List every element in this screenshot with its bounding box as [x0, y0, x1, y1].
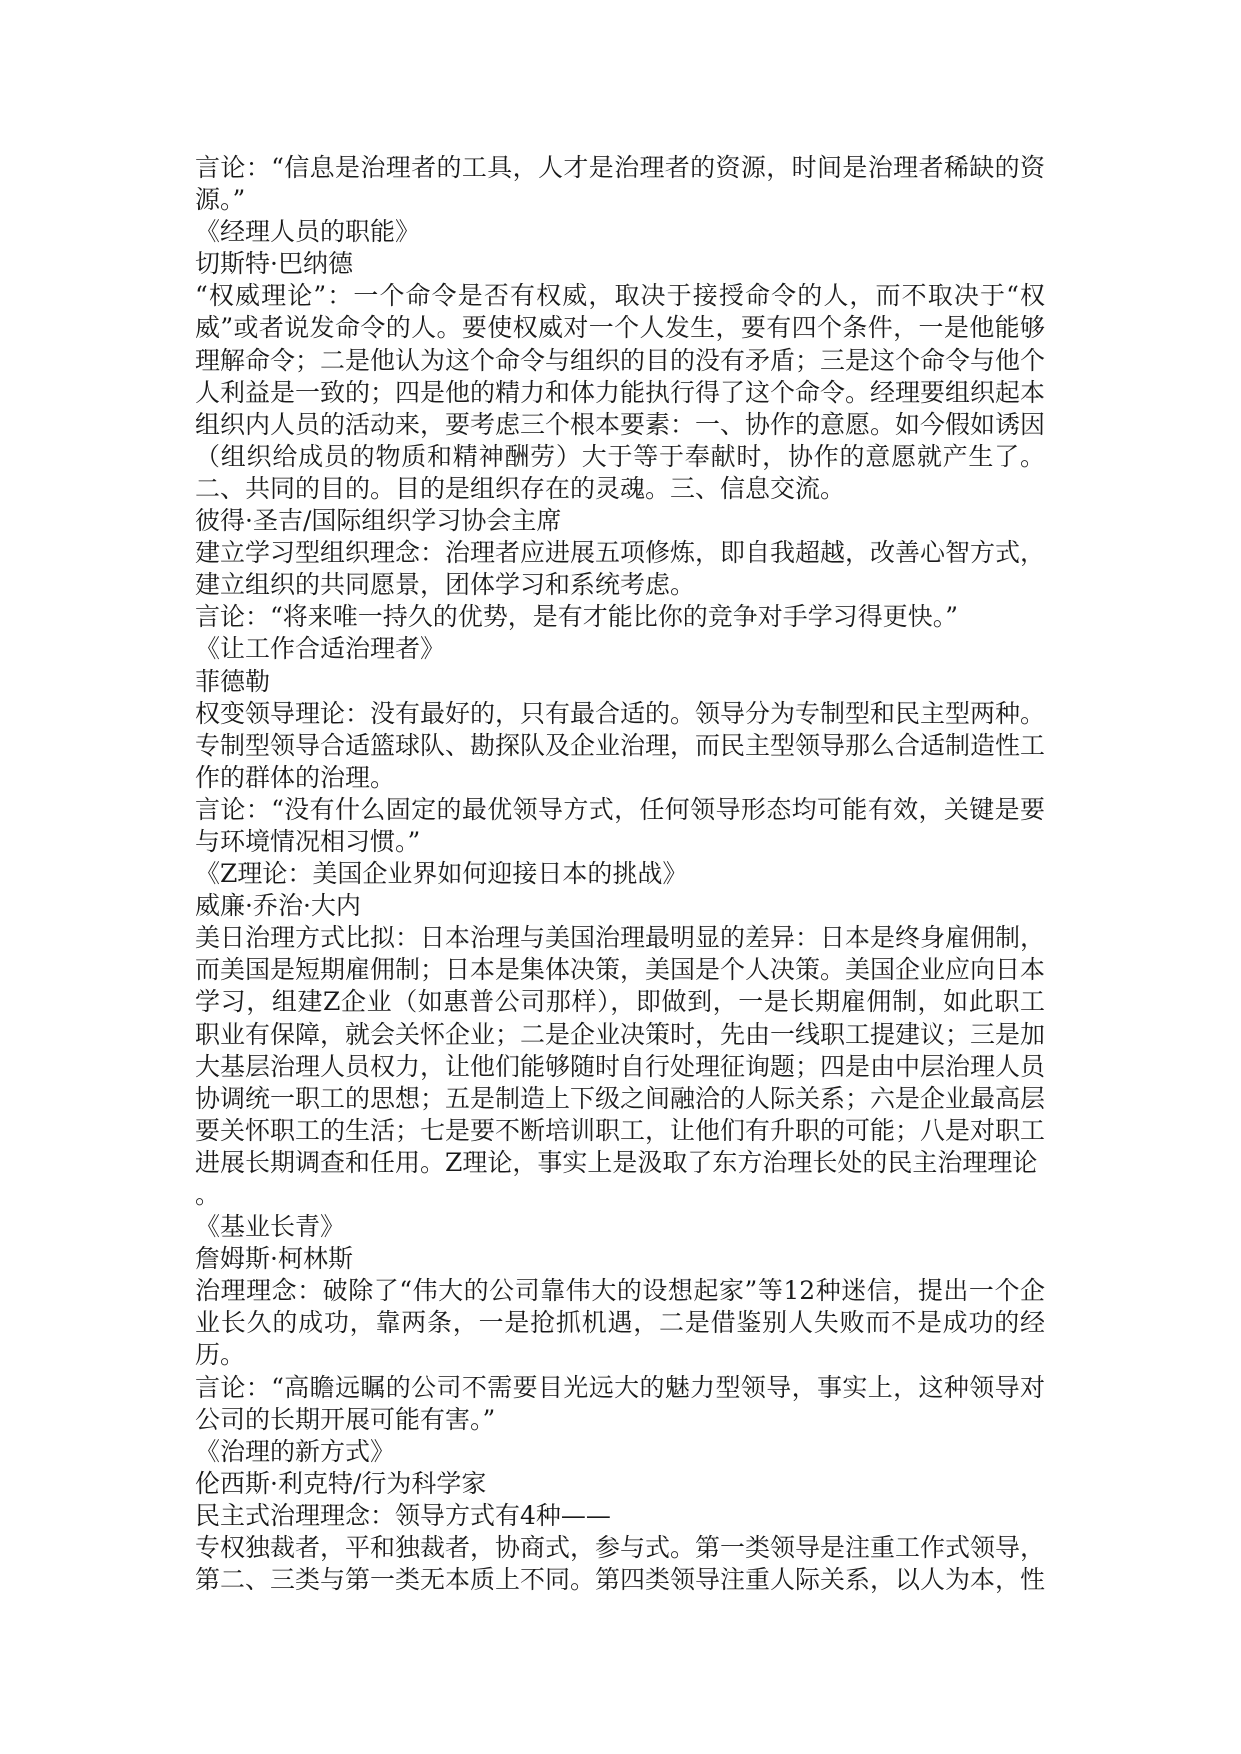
built-to-last-concept-paragraph: 治理理念：破除了“伟大的公司靠伟大的设想起家”等12种迷信，提出一个企业长久的成功，靠两条，一是抢抓机遇，二是借鉴别人失败而不是成功的经历。: [195, 1276, 1045, 1370]
book-title-new-patterns: 《治理的新方式》: [195, 1436, 396, 1466]
book-title-fiedler: 《让工作合适治理者》: [195, 634, 446, 664]
author-collins: 詹姆斯·柯林斯: [195, 1244, 353, 1274]
author-senge: 彼得·圣吉/国际组织学习协会主席: [195, 506, 562, 536]
quote-information-paragraph: 言论：“信息是治理者的工具，人才是治理者的资源，时间是治理者稀缺的资源。”: [195, 153, 1045, 215]
theory-z-paragraph: 美日治理方式比拟：日本治理与美国治理最明显的差异：日本是终身雇佣制，而美国是短期雇佣制；日本是集体决策，美国是个人决策。美国企业应向日本学习，组建Z企业（如惠普公司那样），即做到，一是长期雇佣制，如此职工职业有保障，就会关怀企业；二是企业决策时，先由一线职工提建议；三是加大基层治理人员权力，让他们能够随时自行处理征询题；四是由中层治理人员协调统一职工的思想；五是制造上下级之间融洽的人际关系；六是企业最高层要关怀职工的生活；七是要不断培训职工，让他们有升职的可能；八是对职工进展长期调查和任用。Z理论，事实上是汲取了东方治理长处的民主治理理论: [195, 923, 1046, 1177]
quote-leadership-paragraph: 言论：“没有什么固定的最优领导方式，任何领导形态均可能有效，关键是要与环境情况相习惯。”: [195, 794, 1045, 856]
quote-visionary-paragraph: 言论：“高瞻远瞩的公司不需要目光远大的魅力型领导，事实上，这种领导对公司的长期开展可能有害。”: [195, 1372, 1045, 1434]
contingency-theory-paragraph: 权变领导理论：没有最好的，只有最合适的。领导分为专制型和民主型两种。专制型领导合适篮球队、勘探队及企业治理，而民主型领导那么合适制造性工作的群体的治理。: [195, 698, 1046, 792]
document-body: [195, 152, 1045, 1596]
authority-theory-paragraph: “权威理论”：一个命令是否有权威，取决于接授命令的人，而不取决于“权威”或者说发命令的人。要使权威对一个人发生，要有四个条件，一是他能够理解命令；二是他认为这个命令与组织的目的没有矛盾；三是这个命令与他个人利益是一致的；四是他的精力和体力能执行得了这个命令。经理要组织起本组织内人员的活动来，要考虑三个根本要素：一、协作的意愿。如今假如诱因（组织给成员的物质和精神酬劳）大于等于奉献时，协作的意愿就产生了。二、共同的目的。目的是组织存在的灵魂。三、信息交流。: [195, 281, 1046, 503]
leadership-styles-paragraph: 专权独裁者，平和独裁者，协商式，参与式。第一类领导是注重工作式领导，第二、三类与第一类无本质上不同。第四类领导注重人际关系，以人为本，性: [195, 1533, 1046, 1595]
author-likert: 伦西斯·利克特/行为科学家: [195, 1468, 487, 1498]
quote-learning-paragraph: 言论：“将来唯一持久的优势，是有才能比你的竞争对手学习得更快。”: [195, 602, 959, 632]
democratic-management-paragraph: 民主式治理理念：领导方式有4种——: [195, 1500, 611, 1530]
book-title-functions-of-executive: 《经理人员的职能》: [195, 217, 421, 247]
book-title-theory-z: 《Z理论：美国企业界如何迎接日本的挑战》: [195, 859, 688, 889]
author-fiedler: 菲德勒: [195, 666, 271, 696]
author-barnard: 切斯特·巴纳德: [195, 249, 353, 279]
author-ouchi: 威廉·乔治·大内: [195, 891, 361, 921]
theory-z-trailing-period: 。: [195, 1180, 221, 1209]
learning-organization-paragraph: 建立学习型组织理念：治理者应进展五项修炼，即自我超越，改善心智方式，建立组织的共同愿景，团体学习和系统考虑。: [195, 538, 1046, 600]
book-title-built-to-last: 《基业长青》: [195, 1212, 346, 1242]
